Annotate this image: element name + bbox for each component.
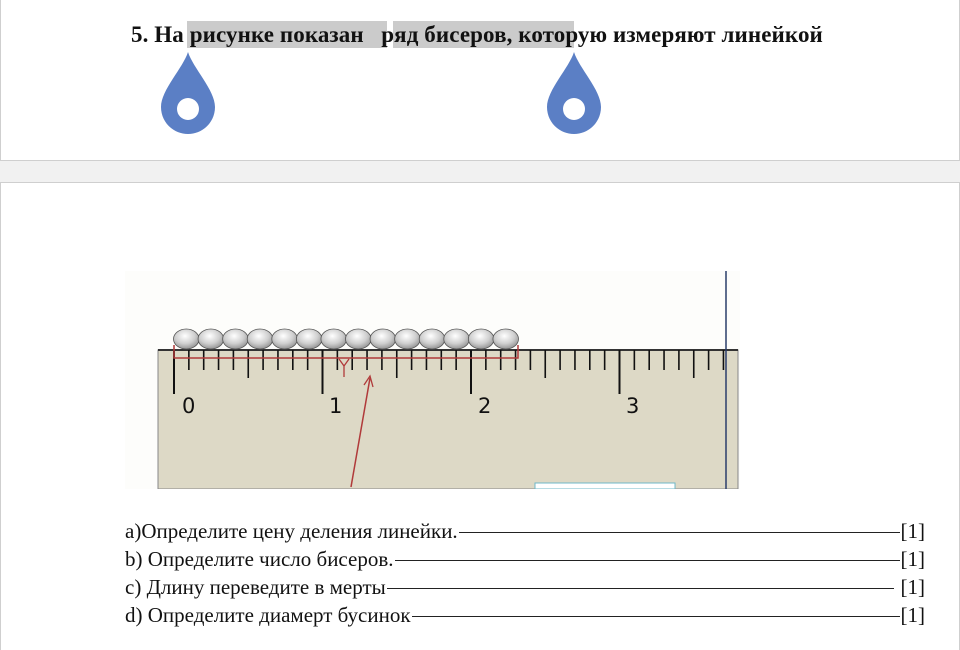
task-title: 5. На рисунке показан ряд бисеров, которую измеряют линейкой	[131, 22, 823, 47]
bead	[247, 329, 273, 349]
question-item	[125, 573, 925, 601]
score-label: [1]	[900, 519, 925, 543]
bead	[468, 329, 494, 349]
question-text: c) Длину переведите в мерты	[125, 575, 386, 599]
ruler-label: 3	[626, 394, 640, 418]
drop-marker-icon[interactable]	[161, 52, 215, 134]
ruler-label: 1	[329, 394, 343, 418]
bead	[223, 329, 249, 349]
bead	[296, 329, 322, 349]
question-text: d) Определите диамерт бусинок	[125, 603, 411, 627]
answer-line[interactable]	[412, 616, 900, 617]
score-label: [1]	[895, 575, 925, 599]
bead	[174, 329, 200, 349]
answer-line[interactable]	[395, 560, 900, 561]
question-list	[125, 517, 925, 629]
bead	[321, 329, 347, 349]
bead	[272, 329, 298, 349]
bead	[198, 329, 224, 349]
question-text: b) Определите число бисеров.	[125, 547, 394, 571]
ruler-label: 0	[182, 394, 196, 418]
score-label: [1]	[900, 603, 925, 627]
bead	[395, 329, 421, 349]
bead	[370, 329, 396, 349]
question-item	[125, 545, 925, 573]
bead	[444, 329, 470, 349]
score-label: [1]	[900, 547, 925, 571]
bead	[419, 329, 445, 349]
question-item	[125, 517, 925, 545]
answer-line[interactable]	[459, 532, 900, 533]
task-header-card	[0, 0, 960, 161]
question-text: a)Определите цену деления линейки.	[125, 519, 458, 543]
ruler-label: 2	[478, 394, 492, 418]
bead	[346, 329, 372, 349]
answer-line[interactable]	[387, 588, 894, 589]
bead	[493, 329, 519, 349]
question-item	[125, 601, 925, 629]
ruler-beads-figure	[125, 271, 740, 489]
ruler	[158, 350, 738, 489]
drop-marker-icon[interactable]	[547, 52, 601, 134]
